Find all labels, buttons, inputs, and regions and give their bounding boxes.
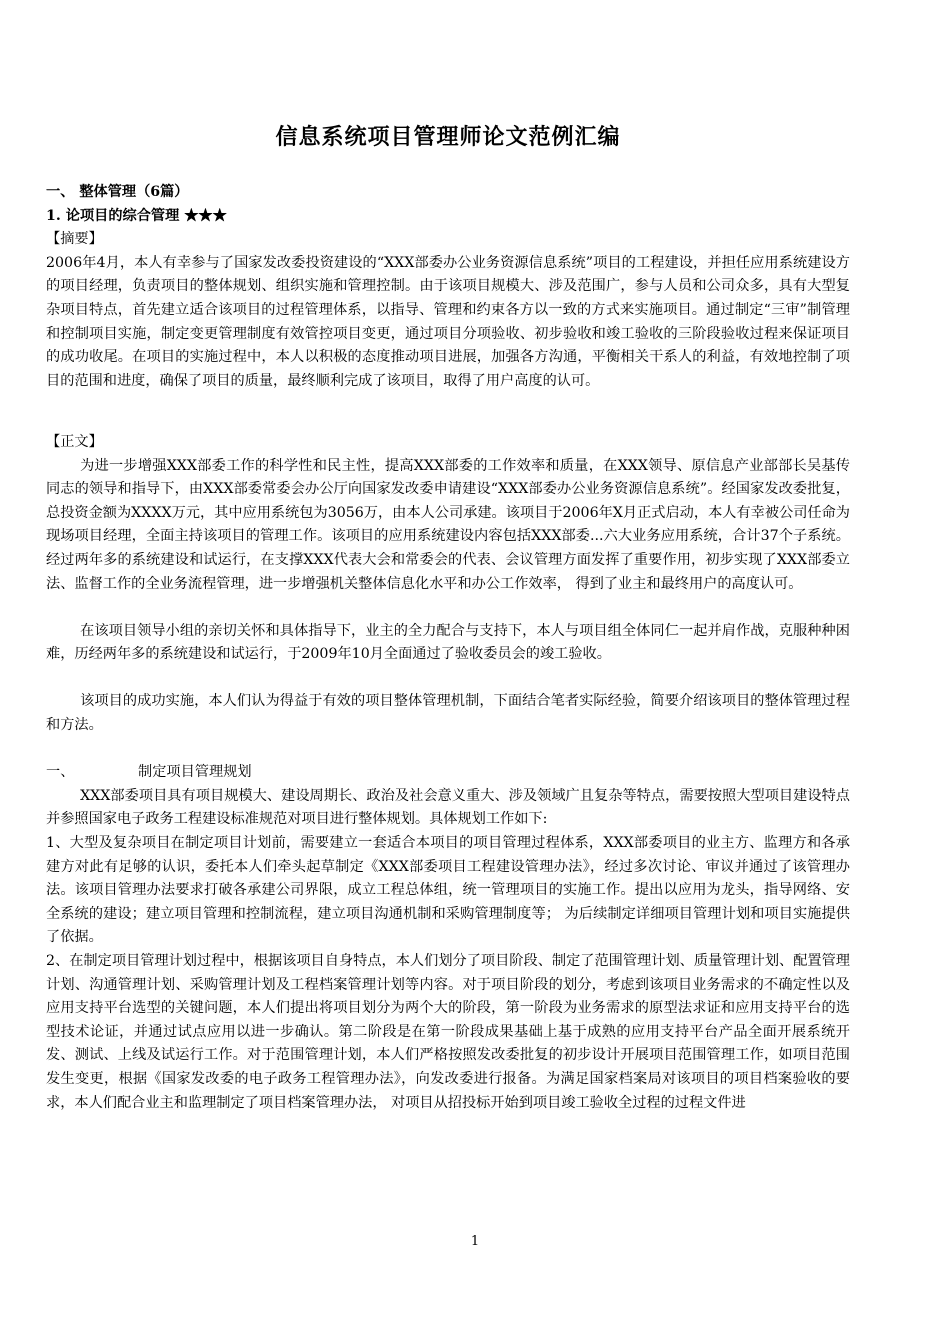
page-number: 1 <box>470 1234 480 1249</box>
body-paragraph-2: 在该项目领导小组的亲切关怀和具体指导下，业主的全力配合与支持下，本人与项目组全体同仁一起并肩作战，克服种种困难，历经两年多的系统建设和试运行，于2009年10月全面通过了验收委员会的竣工验收。 <box>46 622 850 663</box>
paragraph-gap <box>46 738 850 762</box>
subsection-heading <box>46 761 850 785</box>
body-paragraph-4: XXX部委项目具有项目规模大、建设周期长、政治及社会意义重大、涉及领域广且复杂等特点，需要按照大型项目建设特点并参照国家电子政务工程建设标准规范对项目进行整体规划。具体规划工作如下: <box>46 787 850 828</box>
abstract-label: 【摘要】 <box>46 231 103 248</box>
paragraph-gap <box>46 417 850 431</box>
subsection-title: 制定项目管理规划 <box>138 764 252 781</box>
section-heading: 一、 整体管理（6篇） <box>46 184 189 200</box>
body-paragraph-6: 2、在制定项目管理计划过程中，根据该项目自身特点，本人们划分了项目阶段、制定了范围管理计划、质量管理计划、配置管理计划、沟通管理计划、采购管理计划及工程档案管理计划等内容。对于项目阶段的划分，考虑到该项目业务需求的不确定性以及应用支持平台选型的关键问题，本人们提出将项目划分为两个大的阶段，第一阶段为业务需求的原型法求证和应用支持平台的选型技术论证，并通过试点应用以进一步确认。第二阶段是在第一阶段成果基础上基于成熟的应用支持平台产品全面开展系统开发、测试、上线及试运行工作。对于范围管理计划，本人们严格按照发改委批复的初步设计开展项目范围管理工作，如项目范围发生变更，根据《国家发改委的电子政务工程管理办法》，向发改委进行报备。为满足国家档案局对该项目的项目档案验收的要求，本人们配合业主和监理制定了项目档案管理办法， 对项目从招投标开始到项目竣工验收全过程的过程文件进 <box>46 953 850 1111</box>
paragraph-gap <box>46 393 850 417</box>
subsection-number: 一、 <box>46 764 75 781</box>
document-title: 信息系统项目管理师论文范例汇编 <box>275 124 621 150</box>
document-page <box>46 120 850 1115</box>
body-label: 【正文】 <box>46 433 103 450</box>
body-paragraph-3: 该项目的成功实施，本人们认为得益于有效的项目整体管理机制，下面结合笔者实际经验，简要介绍该项目的整体管理过程和方法。 <box>46 693 850 734</box>
paragraph-gap <box>46 596 850 620</box>
abstract-text: 2006年4月，本人有幸参与了国家发改委投资建设的“XXX部委办公业务资源信息系统”项目的工程建设，并担任应用系统建设方的项目经理，负责项目的整体规划、组织实施和管理控制。由于该项目规模大、涉及范围广，参与人员和公司众多，具有大型复杂项目特点，首先建立适合该项目的过程管理体系，以指导、管理和约束各方以一致的方式来实施项目。通过制定“三审”制管理和控制项目实施，制定变更管理制度有效管控项目变更，通过项目分项验收、初步验收和竣工验收的三阶段验收过程来保证项目的成功收尾。在项目的实施过程中，本人以积极的态度推动项目进展，加强各方沟通，平衡相关干系人的利益，有效地控制了项目的范围和进度，确保了项目的质量，最终顺利完成了该项目，取得了用户高度的认可。 <box>46 254 850 389</box>
body-paragraph-1: 为进一步增强XXX部委工作的科学性和民主性，提高XXX部委的工作效率和质量，在XXX领导、原信息产业部部长吴基传同志的领导和指导下，由XXX部委常委会办公厅向国家发改委申请建设“XXX部委办公业务资源信息系统”。经国家发改委批复，总投资金额为XXXX万元，其中应用系统包为3056万，由本人公司承建。该项目于2006年X月正式启动，本人有幸被公司任命为现场项目经理，全面主持该项目的管理工作。该项目的应用系统建设内容包括XXX部委...六大业务应用系统，合计37个子系统。经过两年多的系统建设和试运行，在支撑XXX代表大会和常委会的代表、会议管理方面发挥了重要作用，初步实现了XXX部委立法、监督工作的全业务流程管理，进一步增强机关整体信息化水平和办公工作效率， 得到了业主和最终用户的高度认可。 <box>46 457 850 592</box>
paragraph-gap <box>46 667 850 691</box>
body-paragraph-5: 1、大型及复杂项目在制定项目计划前，需要建立一套适合本项目的项目管理过程体系，XXX部委项目的业主方、监理方和各承建方对此有足够的认识，委托本人们牵头起草制定《XXX部委项目工程建设管理办法》，经过多次讨论、审议并通过了该管理办法。该项目管理办法要求打破各承建公司界限，成立工程总体组，统一管理项目的实施工作。提出以应用为龙头，指导网络、安全系统的建设；建立项目管理和控制流程，建立项目沟通机制和采购管理制度等； 为后续制定详细项目管理计划和项目实施提供了依据。 <box>46 835 850 946</box>
essay-heading: 1. 论项目的综合管理 ★★★ <box>46 207 227 224</box>
